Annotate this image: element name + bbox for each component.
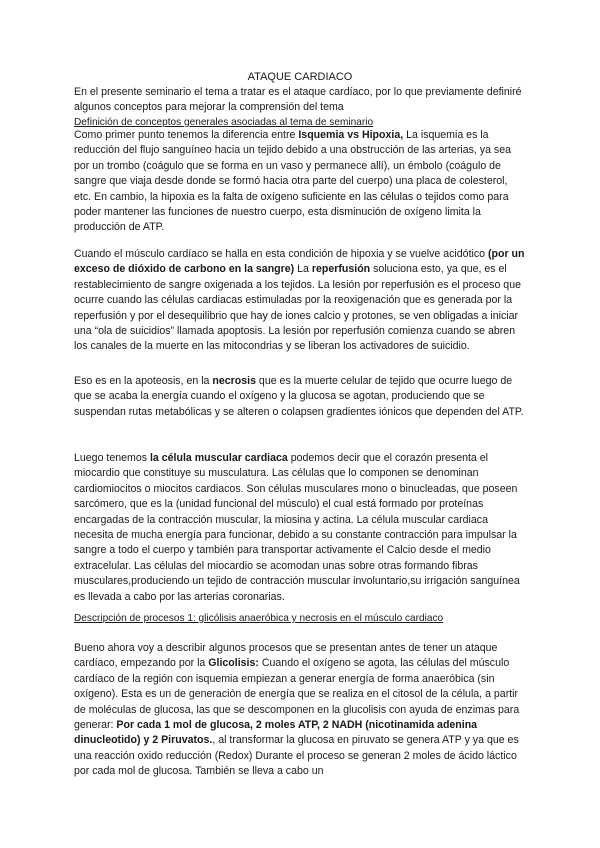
paragraph-isquemia-hipoxia <box>74 128 526 236</box>
bold-term-reperfusion: reperfusión <box>311 263 371 276</box>
heading-procesos-text: Descripción de procesos 1: glicólisis anaeróbica y necrosis en el músculo cardiaco <box>74 613 444 624</box>
text-run: que es la muerte celular de tejido que ocurre luego de que se acaba la energía cuando el oxígeno y la glucosa se agotan, produciendo que se suspendan rutas metabólicas y se alteren o colapsen gradientes iónicos que dependen del ATP. <box>74 375 524 418</box>
paragraph-text <box>74 641 526 780</box>
bold-term-glucosa-atp: Por cada 1 mol de glucosa, 2 moles ATP, 2 NADH (nicotinamida adenina dinucleotido) y 2 Piruvatos. <box>74 719 478 747</box>
text-run: La <box>294 263 312 276</box>
paragraph-celula-muscular <box>74 451 526 605</box>
text-run: Eso es en la apoteosis, en la <box>74 375 213 387</box>
document-title: ATAQUE CARDIACO <box>247 71 353 83</box>
paragraph-text <box>74 451 526 605</box>
text-run: Cuando el músculo cardíaco se halla en esta condición de hipoxia y se vuelve acidótico <box>74 248 488 260</box>
text-run: podemos decir que el corazón presenta el miocardio que constituye su musculatura. Las células que lo componen se denominan cardiomiocitos o miocitos cardiacos. Son células musculares mono o binucleadas, que poseen sarcómero, que es la (unidad funcional del músculo) el cual está formado por proteínas encargadas de la contracción muscular, la miosina y actina. La célula muscular cardiaca necesita de mucha energía para funcionar, debido a su constante contracción para impulsar la sangre a todo el cuerpo y también para transportar activamente el Calcio desde el medio extracelular. Las células del miocardio se acomodan unas sobre otras formando fibras musculares,produciendo un tejido de contracción muscular involuntario,su irrigación sanguínea es llevada a cabo por las arterias coronarias. <box>74 452 520 603</box>
text-run: Luego tenemos <box>74 452 150 464</box>
text-run: Cuando el oxígeno se agota, las células del músculo cardíaco de la región con isquemia empiezan a generar energía de forma anaeróbica (sin oxígeno). Esta es un de generación de energía que se realiza en el citosol de la célula, a partir de moléculas de glucosa, las que se descomponen en la glucolisis con ayuda de enzimas para generar: <box>74 657 520 732</box>
paragraph-necrosis <box>74 374 526 420</box>
paragraph-reperfusion <box>74 247 526 355</box>
paragraph-glicolisis <box>74 641 526 780</box>
bold-term-isquemia-hipoxia: Isquemia vs Hipoxia, <box>298 129 404 141</box>
section-heading-procesos <box>74 612 526 625</box>
text-run: Bueno ahora voy a describir algunos procesos que se presentan antes de tener un ataque cardíaco, empezando por la <box>74 642 498 670</box>
bold-term-celula-muscular: la célula muscular cardiaca <box>149 452 288 464</box>
bold-term-glicolisis: Glicolisis: <box>208 657 259 670</box>
text-run: Como primer punto tenemos la diferencia entre <box>74 129 299 141</box>
text-run: , al transformar la glucosa en piruvato se genera ATP y ya que es una reacción oxido reducción (Redox) Durante el proceso se generan 2 moles de ácido láctico por cada mol de glucosa. También se lleva a cabo un <box>74 734 519 778</box>
intro-text: En el presente seminario el tema a tratar es el ataque cardíaco, por lo que previamente definiré algunos conceptos para mejorar la comprensión del tema <box>74 86 522 114</box>
paragraph-text <box>74 374 526 420</box>
paragraph-text <box>74 128 526 236</box>
text-run: La isquemia es la reducción del flujo sanguíneo hacia un tejido debido a una obstrucción de las arterias, ya sea por un trombo (coágulo que se forma en un vaso y permanece allí), un émbolo (coágulo de sangre que viaja desde donde se formó hacia otra parte del cuerpo) una placa de colesterol, etc. En cambio, la hipoxia es la falta de oxígeno suficiente en las células o tejidos como para poder mantener las funciones de nuestro cuerpo, esta disminución de oxígeno limita la producción de ATP. <box>74 129 511 234</box>
heading-definitions-text: Definición de conceptos generales asociadas al tema de seminario <box>74 117 374 128</box>
paragraph-text <box>74 247 526 355</box>
bold-term-dioxido: (por un exceso de dióxido de carbono en la sangre) <box>74 248 525 276</box>
bold-term-necrosis: necrosis <box>212 375 256 387</box>
intro-paragraph <box>74 85 526 116</box>
text-run: soluciona esto, ya que, es el restablecimiento de sangre oxigenada a los tejidos. La lesión por reperfusión es el proceso que ocurre cuando las células cardiacas estimuladas por la reoxigenación que es generada por la reperfusión y por el desequilibrio que hay de iones calcio y protones, se ven obligadas a iniciar una “ola de suicidios” llamada apoptosis. La lesión por reperfusión comienza cuando se abren los canales de la muerte en las mitocondrias y se liberan los activadores de suicidio. <box>74 263 521 353</box>
